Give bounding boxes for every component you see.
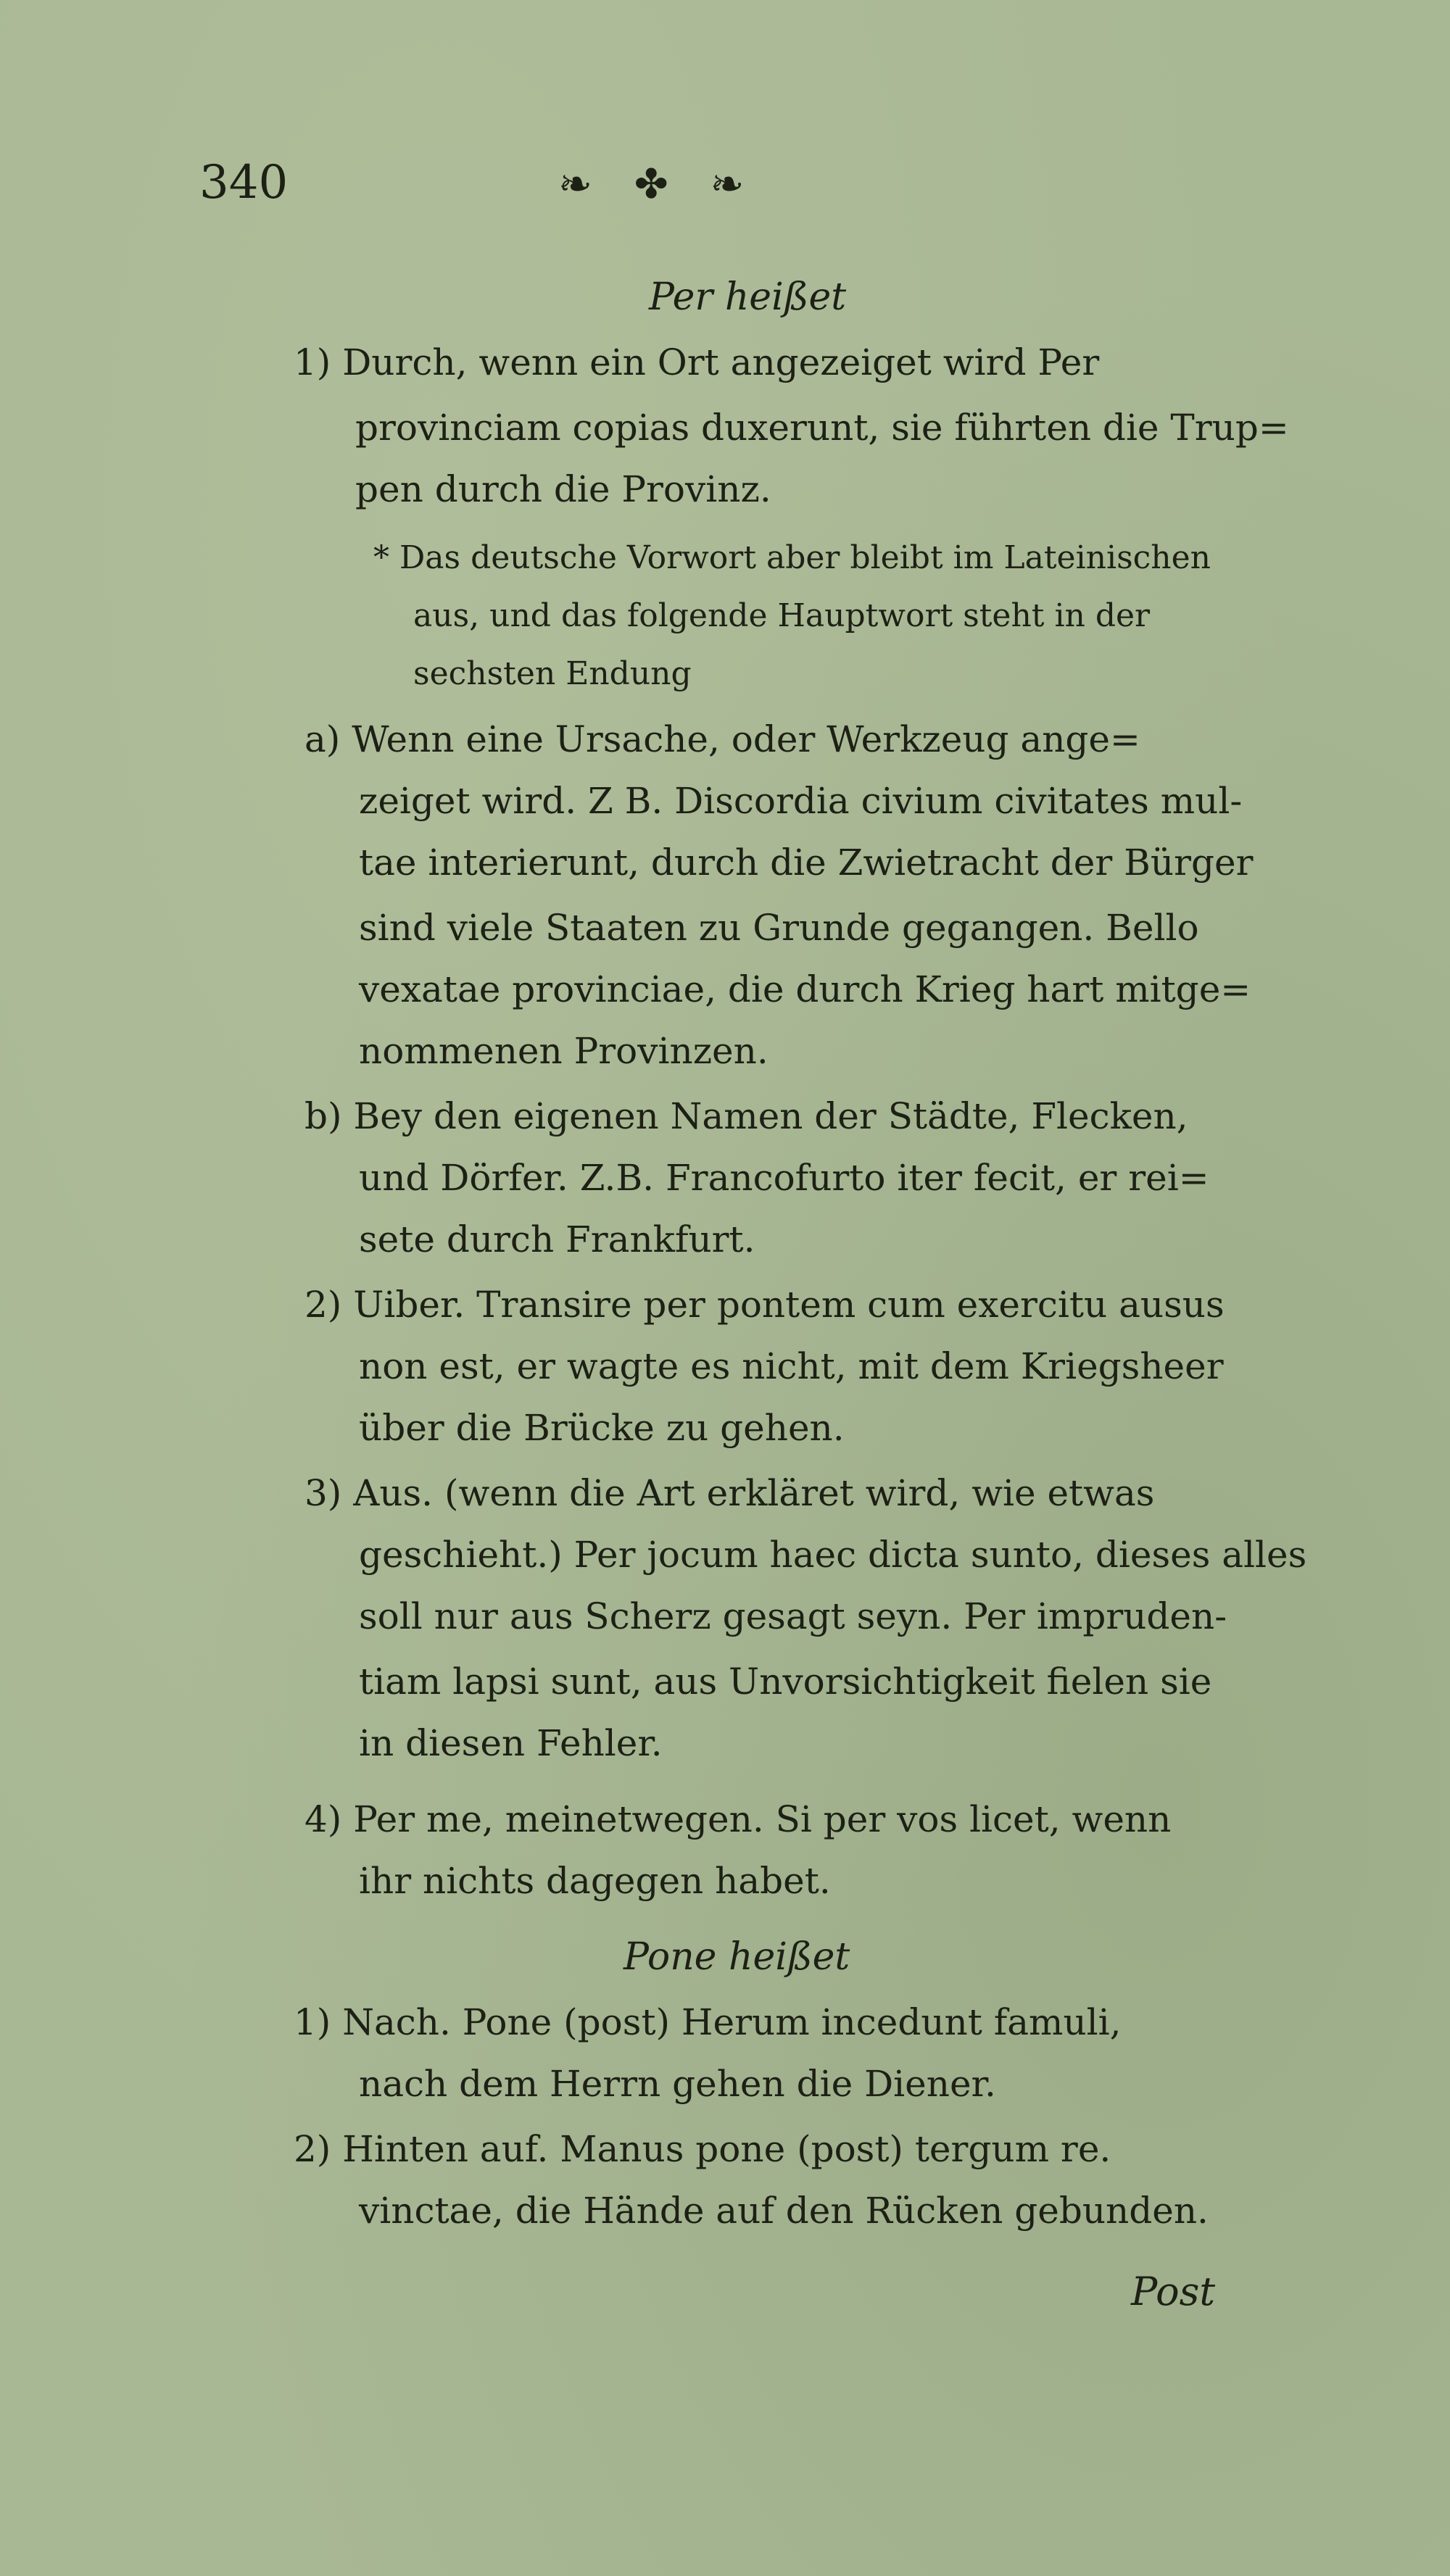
text-line: nach dem Herrn gehen die Diener.: [359, 2063, 996, 2105]
header-ornament: [558, 161, 928, 208]
note-line: sechsten Endung: [413, 655, 692, 692]
section-heading-per: Per heißet: [649, 275, 847, 319]
text-line: provinciam copias duxerunt, sie führten die Trup=: [355, 407, 1289, 449]
text-line: zeiget wird. Z B. Discordia civium civitates mul-: [359, 780, 1243, 822]
text-line: 2) Uiber. Transire per pontem cum exercitu ausus: [304, 1284, 1225, 1326]
note-line: * Das deutsche Vorwort aber bleibt im Lateinischen: [373, 539, 1211, 576]
text-line: soll nur aus Scherz gesagt seyn. Per impruden-: [359, 1595, 1227, 1637]
text-line: ihr nichts dagegen habet.: [359, 1860, 831, 1902]
text-line: 2) Hinten auf. Manus pone (post) tergum re.: [294, 2128, 1111, 2170]
note-line: aus, und das folgende Hauptwort steht in der: [413, 597, 1151, 634]
section-heading-pone: Pone heißet: [624, 1935, 850, 1979]
text-line: nommenen Provinzen.: [359, 1030, 768, 1072]
text-line: non est, er wagte es nicht, mit dem Kriegsheer: [359, 1345, 1224, 1387]
text-line: 1) Durch, wenn ein Ort angezeiget wird Per: [294, 341, 1100, 383]
text-line: 3) Aus. (wenn die Art erkläret wird, wie etwas: [304, 1472, 1155, 1514]
text-line: 4) Per me, meinetwegen. Si per vos licet, wenn: [304, 1798, 1172, 1840]
text-line: geschieht.) Per jocum haec dicta sunto, dieses alles: [359, 1534, 1307, 1576]
text-line: tae interierunt, durch die Zwietracht der Bürger: [359, 842, 1254, 884]
text-line: b) Bey den eigenen Namen der Städte, Flecken,: [304, 1095, 1188, 1137]
catchword: Post: [1131, 2269, 1216, 2314]
text-line: über die Brücke zu gehen.: [359, 1407, 845, 1449]
text-line: sind viele Staaten zu Grunde gegangen. Bello: [359, 907, 1199, 949]
text-line: pen durch die Provinz.: [355, 468, 771, 510]
text-line: a) Wenn eine Ursache, oder Werkzeug ange=: [304, 718, 1140, 760]
text-line: vinctae, die Hände auf den Rücken gebunden.: [359, 2190, 1209, 2232]
text-line: 1) Nach. Pone (post) Herum incedunt famuli,: [294, 2001, 1122, 2043]
text-line: vexatae provinciae, die durch Krieg hart mitge=: [359, 968, 1251, 1010]
text-line: und Dörfer. Z.B. Francofurto iter fecit, er rei=: [359, 1157, 1209, 1199]
text-line: tiam lapsi sunt, aus Unvorsichtigkeit fielen sie: [359, 1661, 1212, 1703]
ornament-glyphs: ❧ ✤ ❧: [558, 161, 759, 208]
text-line: sete durch Frankfurt.: [359, 1218, 755, 1260]
text-line: in diesen Fehler.: [359, 1722, 663, 1764]
page-number: 340: [199, 156, 289, 209]
